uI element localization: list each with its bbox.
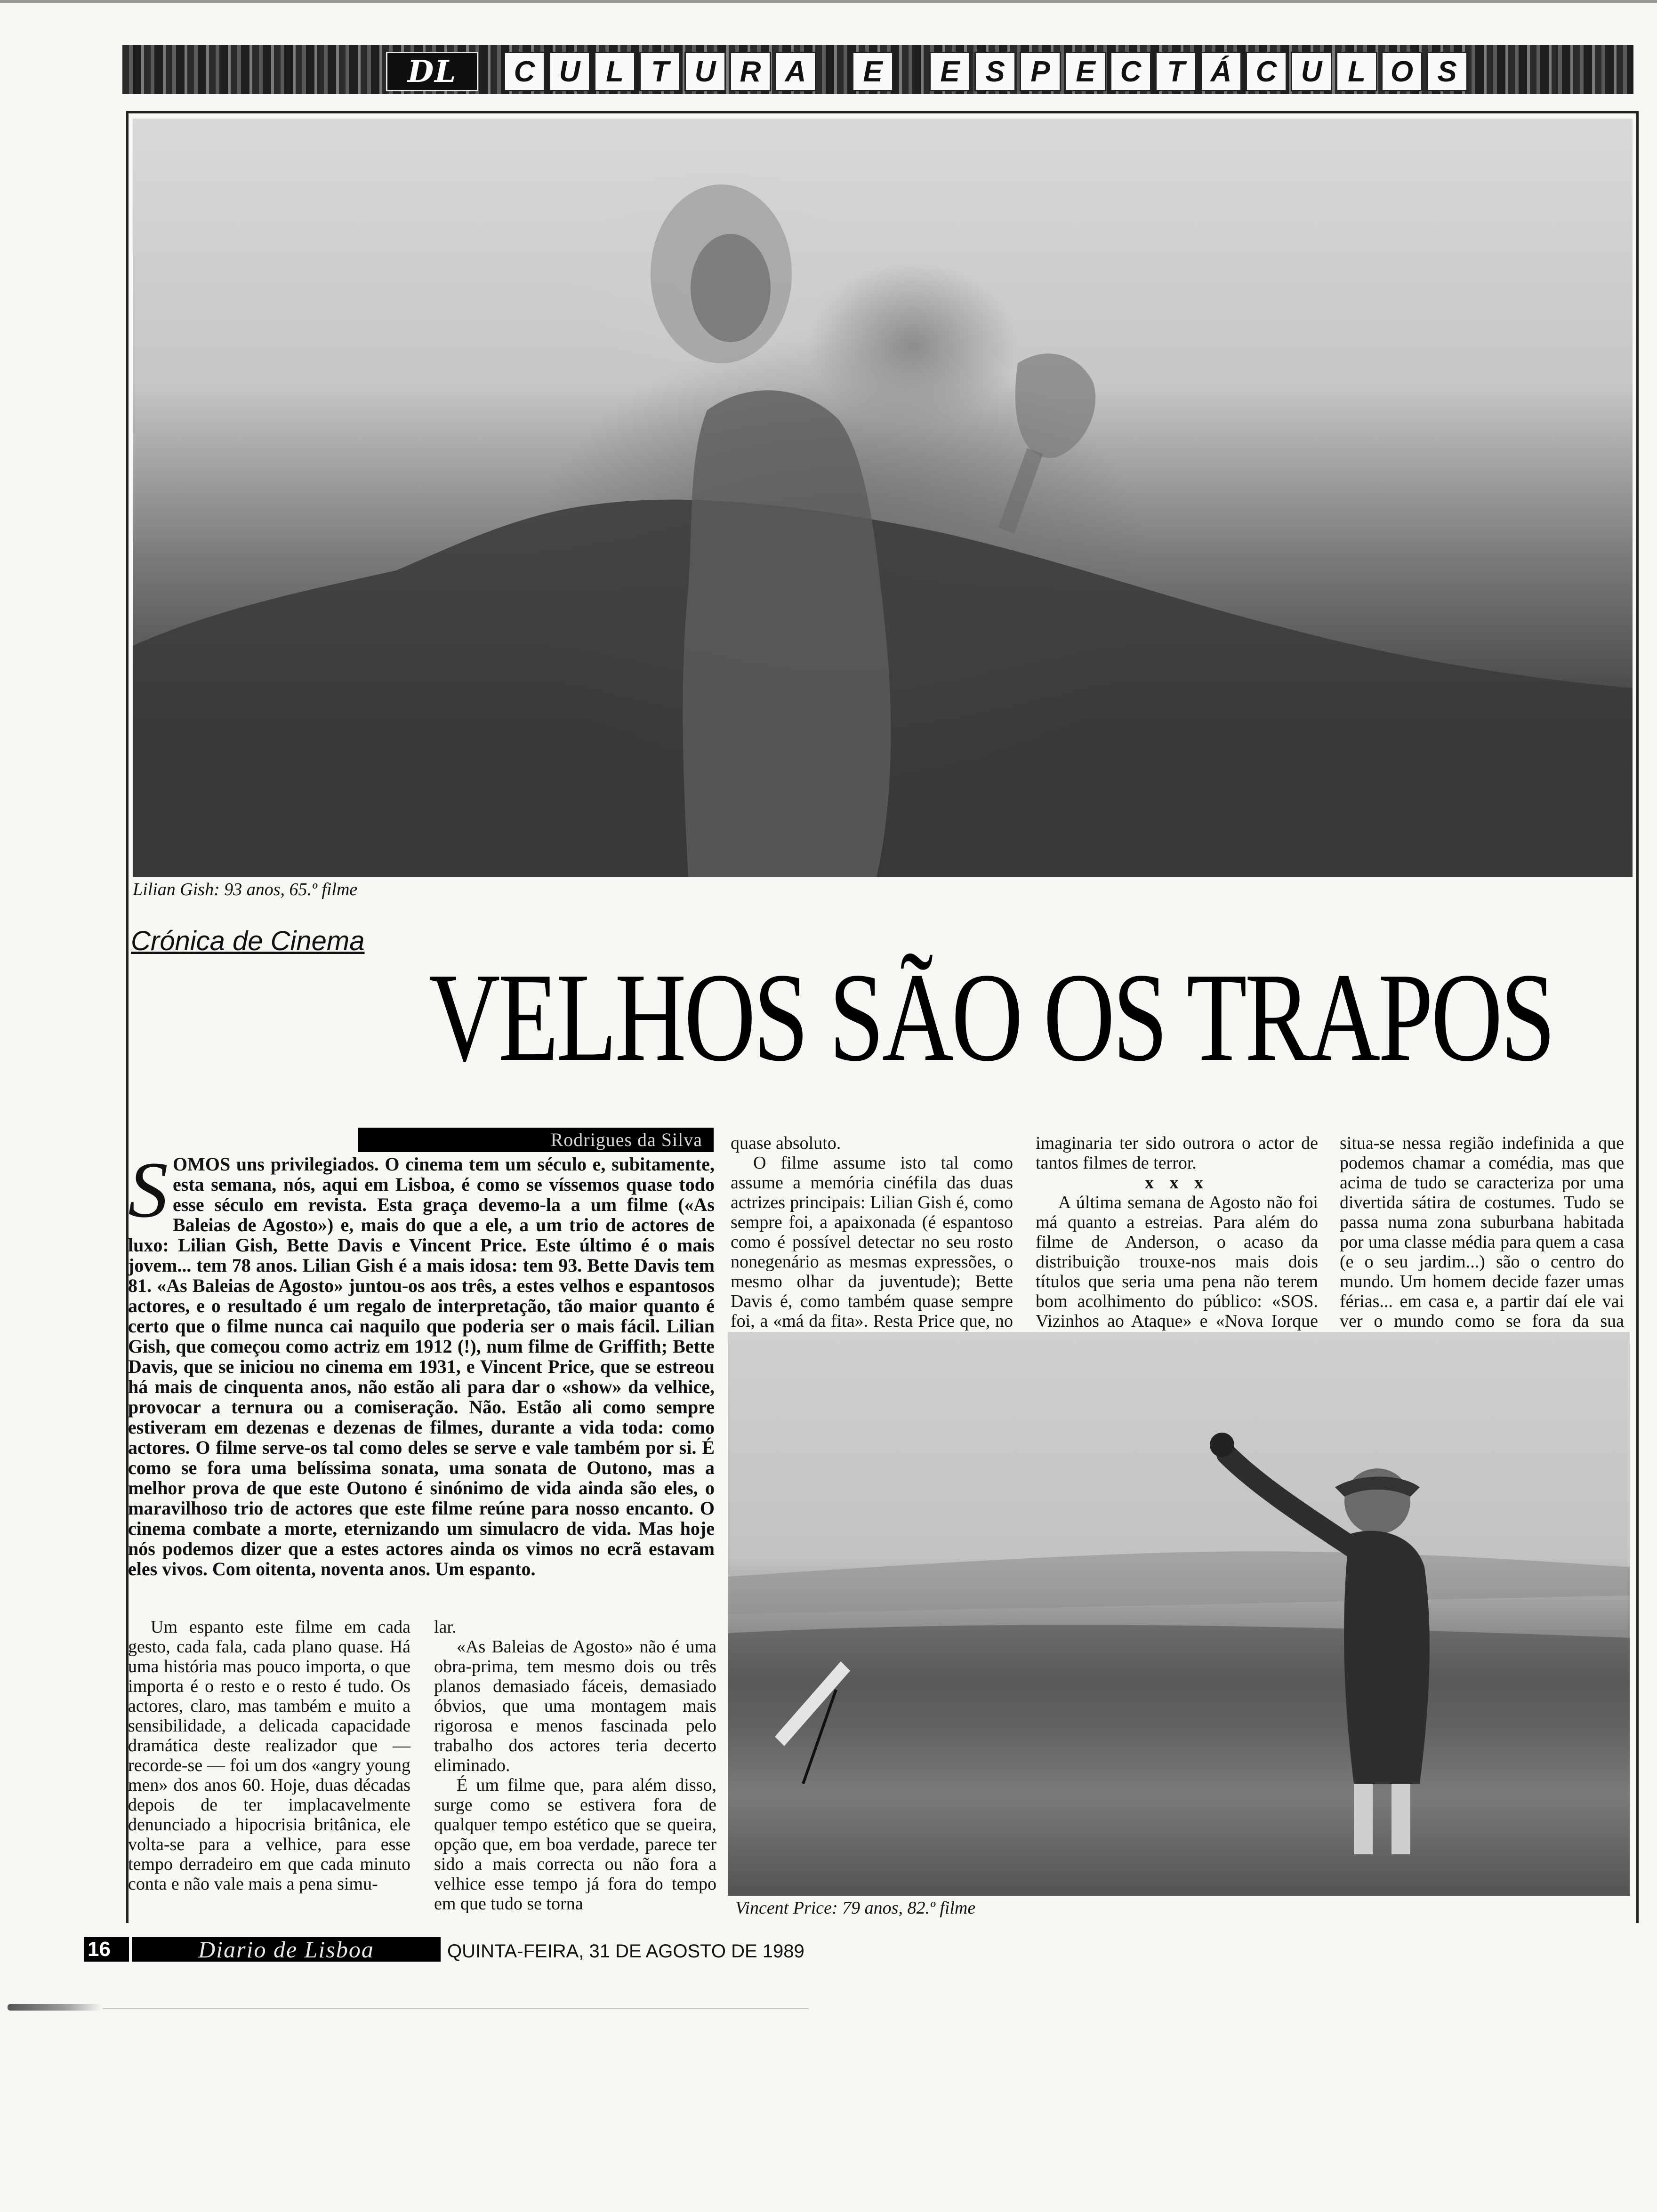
column-3-paragraph-1: quase absoluto. [731, 1133, 841, 1153]
section-separator: x x x [1145, 1173, 1209, 1193]
article-lead [128, 1146, 715, 1579]
section-title-gap [820, 52, 848, 91]
section-title-letter: U [549, 52, 590, 91]
drop-cap: S [128, 1146, 168, 1234]
footer-date: QUINTA-FEIRA, 31 DE AGOSTO DE 1989 [447, 1941, 804, 1962]
section-title-letter: T [1155, 52, 1197, 91]
article-kicker: Crónica de Cinema [131, 926, 365, 956]
section-title-letter: L [1336, 52, 1377, 91]
page-number: 16 [84, 1937, 129, 1962]
section-title-letter: C [1110, 52, 1151, 91]
scan-smudge [8, 2004, 102, 2011]
frame-right-rule [1636, 111, 1639, 1923]
lead-text: OMOS uns privilegiados. O cinema tem um século e, subitamente, esta semana, nós, aqui em Lisboa, é como se víssemos quase todo esse século em revista. Esta graça devemo-la a um filme («As Baleias de Agosto») e, mais do que a ele, a um trio de actores de luxo: Lilian Gish, Bette Davis e Vincent Price. Este último é o mais jovem... tem 78 anos. Lilian Gish é a mais idosa: tem 93. Bette Davis tem 81. «As Baleias de Agosto» juntou-os aos três, a estes velhos e espantosos actores, e o resultado é um regalo de interpretação, tão maior quanto é certo que o filme nunca cai naquilo que poderia ser o mais fácil. Lilian Gish, que começou como actriz em 1912 (!), num filme de Griffith; Bette Davis, que se iniciou no cinema em 1931, e Vincent Price, que se estreou há mais de cinquenta anos, não estão ali para dar o «show» da velhice, provocar a ternura ou a comiseração. Não. Estão ali como sempre estiveram em dezenas e dezenas de filmes, durante a vida toda: como actores. O filme serve-os tal como deles se serve e vale também por si. É como se fora uma belíssima sonata, uma sonata de Outono, mas a melhor prova de que este Outono é sinónimo de vida ainda são eles, o maravilhoso trio de actores que este filme reúne para nosso encanto. O cinema combate a morte, eternizando um simulacro de vida. Mas hoje nós podemos dizer que a estes actores ainda os vimos no ecrã estavam eles vivos. Com oitenta, noventa anos. Um espanto. [128, 1154, 715, 1579]
frame-top-rule [126, 111, 1639, 113]
column-3-paragraph-2: O filme assume isto tal como assume a memória cinéfila das duas actrizes principais: Lilian Gish é, como sempre foi, a apaixonada (é espantoso como é possível detectar no seu rosto nonegenário as mesmas expressões, o mesmo olhar da juventude); Bette Davis é, como também quase sempre foi, a «má da fita». Resta Price que, no [731, 1153, 1013, 1331]
section-title-letter: Á [1200, 52, 1242, 91]
section-title-letter: L [594, 52, 635, 91]
section-title-letter: O [1381, 52, 1423, 91]
article-headline: VELHOS SÃO OS TRAPOS [428, 947, 1553, 1088]
section-title-gap [897, 52, 925, 91]
column-2-paragraph-3: É um filme que, para além disso, surge como se estivera fora de qualquer tempo estético que se queira, opção que, em boa verdade, parece ter sido a mais correcta ou não fora a velhice esse tempo já fora do tempo em que tudo se torna [434, 1775, 716, 1914]
section-title-letter: E [1065, 52, 1106, 91]
column-2-paragraph-2: «As Baleias de Agosto» não é uma obra-prima, tem mesmo dois ou três planos demasiado fáceis, demasiado óbvios, que uma montagem mais rigorosa e menos fascinada pelo trabalho dos actores teria decerto eliminado. [434, 1637, 716, 1775]
column-5-text: situa-se nessa região indefinida a que podemos chamar a comédia, mas que acima de tudo se caracteriza por uma divertida sátira de costumes. Tudo se passa numa zona suburbana habitada por uma classe média para quem a casa (e o seu jardim...) são o centro do mundo. Um homem decide fazer umas férias... em casa e, a partir daí ele vai ver o mundo como se fora da sua [1340, 1133, 1624, 1331]
photo-vincent-price [728, 1332, 1630, 1896]
column-2-paragraph-1: lar. [434, 1617, 457, 1637]
section-title-letter: C [1246, 52, 1287, 91]
top-rule [0, 0, 1657, 3]
photo-vincent-price-caption: Vincent Price: 79 anos, 82.º filme [735, 1898, 976, 1918]
column-1-text: Um espanto este filme em cada gesto, cada fala, cada plano quase. Há uma história mas pouco importa, o que importa é o resto e o resto é tudo. Os actores, claro, mas também e muito a sensibilidade, a delicada capacidade dramática deste realizador que — recorde-se — foi um dos «angry young men» dos anos 60. Hoje, duas décadas depois de ter implacavelmente denunciado a hipocrisia britânica, ele volta-se para a velhice, para esse tempo derradeiro em que cada minuto conta e não vale mais a pena simu- [128, 1617, 410, 1894]
section-title-letter: T [639, 52, 681, 91]
photo-vincent-price-art [728, 1332, 1630, 1896]
section-title-letter: S [974, 52, 1016, 91]
section-title-letter: E [929, 52, 971, 91]
photo-lilian-gish [133, 119, 1633, 877]
section-title-letter: A [775, 52, 816, 91]
section-title-letter: R [730, 52, 771, 91]
article-byline: Rodrigues da Silva [358, 1128, 714, 1152]
section-title-letter: S [1426, 52, 1468, 91]
article-column-5 [1340, 1133, 1624, 1351]
article-column-2 [434, 1617, 716, 1914]
section-title-letter: C [504, 52, 545, 91]
article-column-1 [128, 1617, 410, 1894]
section-title-letter: E [852, 52, 893, 91]
section-title-letter: P [1020, 52, 1061, 91]
photo-lilian-gish-art [133, 119, 1633, 877]
article-column-3 [731, 1133, 1013, 1351]
newspaper-logo: DL [386, 52, 478, 91]
section-title-letter: U [1291, 52, 1332, 91]
column-4-paragraph-1: imaginaria ter sido outrora o actor de tantos filmes de terror. [1036, 1133, 1318, 1173]
photo-lilian-gish-caption: Lilian Gish: 93 anos, 65.º filme [133, 880, 358, 899]
section-title [504, 52, 1468, 91]
column-4-paragraph-2: A última semana de Agosto não foi má quanto a estreias. Para além do filme de Anderson, o acaso da distribuição trouxe-nos mais dois títulos que seria uma pena não terem bom acolhimento do público: «SOS. Vizinhos ao Ataque» e «Nova Iorque [1036, 1193, 1318, 1331]
scan-line [103, 2008, 809, 2009]
footer-masthead: Diario de Lisboa [132, 1937, 441, 1962]
section-title-letter: U [684, 52, 726, 91]
